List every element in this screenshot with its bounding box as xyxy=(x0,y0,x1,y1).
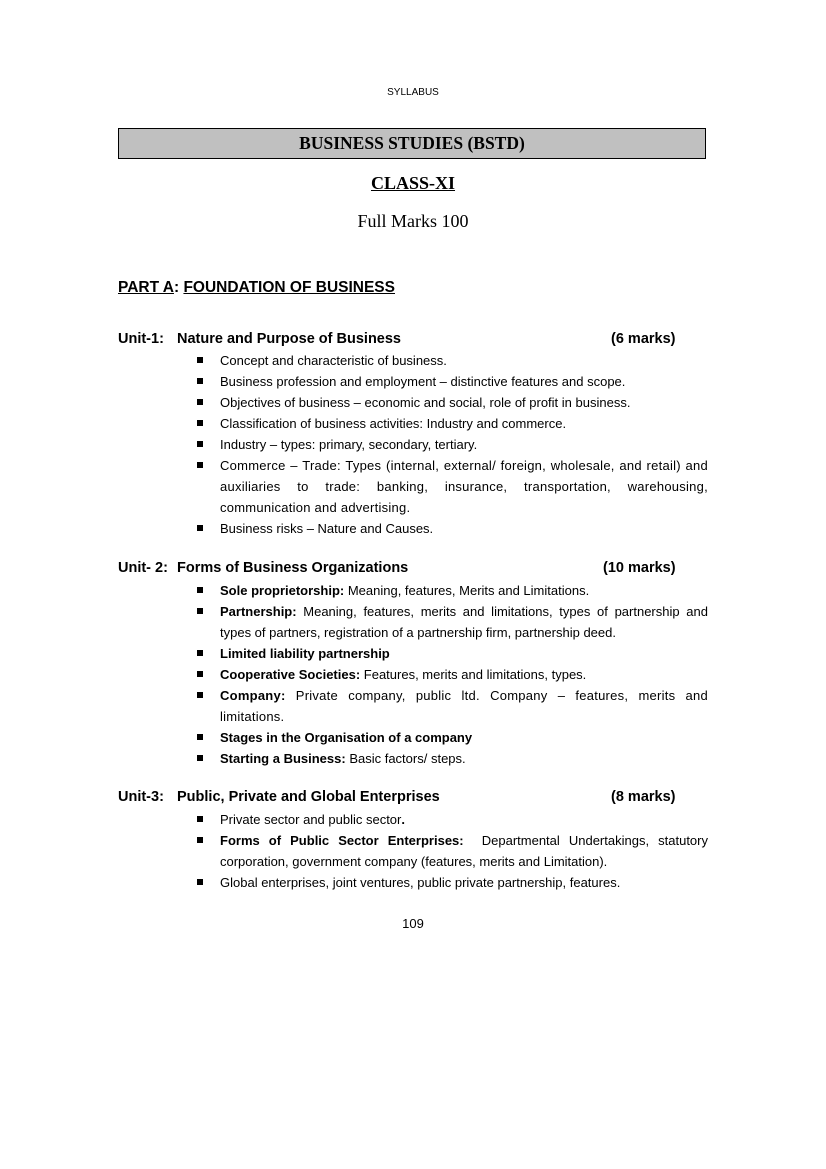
unit-1-topics xyxy=(192,350,708,539)
bullet-icon xyxy=(197,420,203,426)
part-heading xyxy=(118,279,395,297)
bullet-icon xyxy=(197,755,203,761)
part-separator: : xyxy=(173,279,184,296)
part-label: PART A xyxy=(118,279,174,296)
class-heading: CLASS-XI xyxy=(370,173,456,193)
list-item: Objectives of business – economic and social, role of profit in business. xyxy=(192,392,708,413)
list-item: Business profession and employment – distinctive features and scope. xyxy=(192,371,708,392)
list-item: Starting a Business: Basic factors/ steps. xyxy=(192,748,708,769)
bullet-icon xyxy=(197,671,203,677)
running-header: SYLLABUS xyxy=(387,87,439,98)
unit-title: Forms of Business Organizations xyxy=(177,560,409,576)
list-item: Limited liability partnership xyxy=(192,643,708,664)
unit-marks: (6 marks) xyxy=(611,331,676,347)
list-item: Private sector and public sector. xyxy=(192,809,708,830)
bullet-icon xyxy=(197,837,203,843)
list-item: Classification of business activities: Industry and commerce. xyxy=(192,413,708,434)
bullet-icon xyxy=(197,462,203,468)
bullet-icon xyxy=(197,525,203,531)
list-item: Sole proprietorship: Meaning, features, Merits and Limitations. xyxy=(192,580,708,601)
list-item: Concept and characteristic of business. xyxy=(192,350,708,371)
list-item: Industry – types: primary, secondary, tertiary. xyxy=(192,434,708,455)
full-marks: Full Marks 100 xyxy=(357,211,469,231)
unit-title: Public, Private and Global Enterprises xyxy=(177,789,440,805)
list-item: Forms of Public Sector Enterprises: Departmental Undertakings, statutory corporation, government company (features, merits and Limitation). xyxy=(192,830,708,872)
list-item: Stages in the Organisation of a company xyxy=(192,727,708,748)
unit-label: Unit-1: xyxy=(118,331,164,347)
bullet-icon xyxy=(197,357,203,363)
unit-2-topics xyxy=(192,580,708,769)
bullet-icon xyxy=(197,608,203,614)
unit-label: Unit-3: xyxy=(118,789,164,805)
bullet-icon xyxy=(197,879,203,885)
subject-title-box xyxy=(118,128,706,159)
unit-title: Nature and Purpose of Business xyxy=(177,331,401,347)
bullet-icon xyxy=(197,692,203,698)
unit-label: Unit- 2: xyxy=(118,560,168,576)
bullet-icon xyxy=(197,441,203,447)
page-number: 109 xyxy=(402,916,424,931)
list-item: Global enterprises, joint ventures, public private partnership, features. xyxy=(192,872,708,893)
unit-marks: (10 marks) xyxy=(603,560,676,576)
list-item: Partnership: Meaning, features, merits and limitations, types of partnership and types of partners, registration of a partnership firm, partnership deed. xyxy=(192,601,708,643)
list-item: Cooperative Societies: Features, merits and limitations, types. xyxy=(192,664,708,685)
bullet-icon xyxy=(197,734,203,740)
list-item: Company: Private company, public ltd. Company – features, merits and limitations. xyxy=(192,685,708,727)
bullet-icon xyxy=(197,399,203,405)
subject-title: BUSINESS STUDIES (BSTD) xyxy=(299,133,525,153)
bullet-icon xyxy=(197,378,203,384)
bullet-icon xyxy=(197,587,203,593)
unit-marks: (8 marks) xyxy=(611,789,676,805)
list-item: Business risks – Nature and Causes. xyxy=(192,518,708,539)
part-name: FOUNDATION OF BUSINESS xyxy=(183,279,395,296)
bullet-icon xyxy=(197,816,203,822)
unit-3-topics xyxy=(192,809,712,893)
bullet-icon xyxy=(197,650,203,656)
list-item: Commerce – Trade: Types (internal, external/ foreign, wholesale, and retail) and auxiliaries to trade: banking, insurance, transportation, warehousing, communication and advertising. xyxy=(192,455,708,518)
